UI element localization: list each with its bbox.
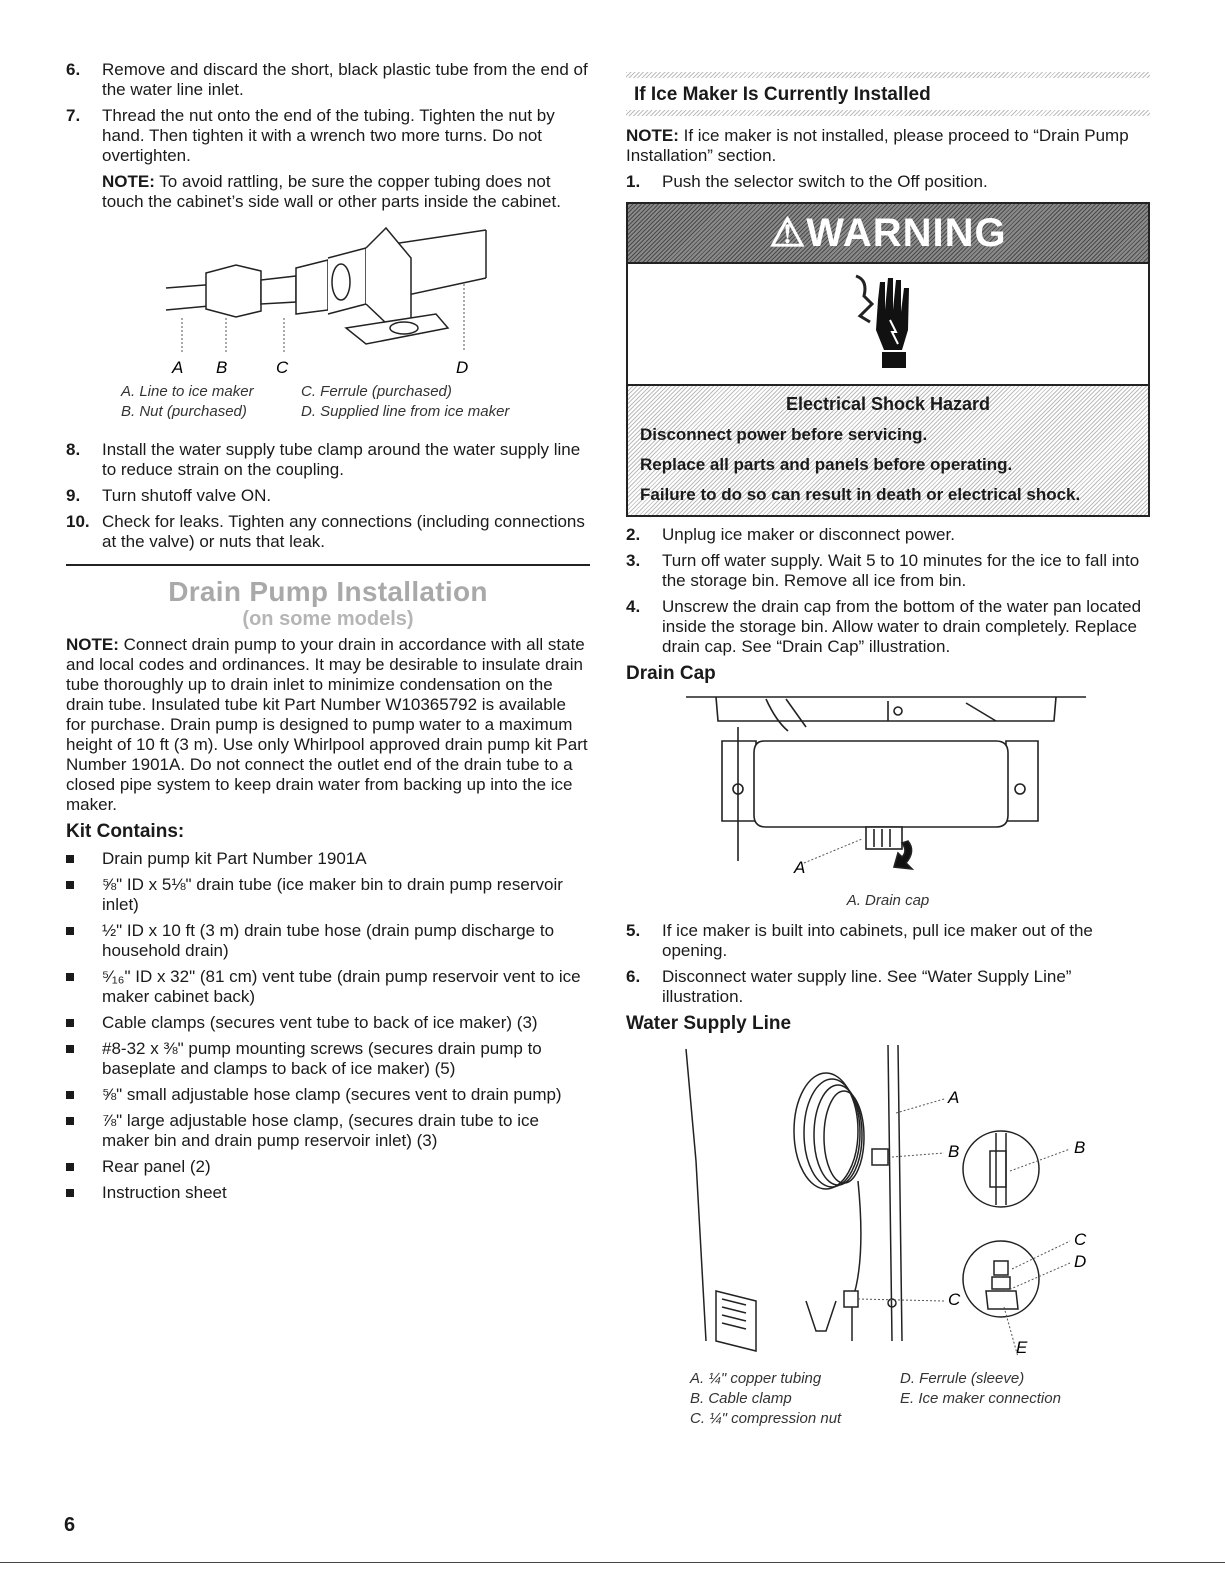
step-3 [626, 551, 1150, 591]
step-text: Unplug ice maker or disconnect power. [662, 525, 955, 544]
step-2 [626, 525, 1150, 545]
ice-maker-installed-heading: If Ice Maker Is Currently Installed [634, 84, 931, 105]
list-item [66, 1183, 590, 1203]
step-number: 8. [66, 440, 81, 459]
bullet-icon [66, 973, 74, 981]
line-connection-illustration [66, 218, 590, 378]
list-item [66, 1157, 590, 1177]
step-5 [626, 921, 1150, 961]
step-number: 1. [626, 172, 641, 191]
section-divider [66, 564, 590, 566]
drain-cap-illustration [626, 691, 1150, 891]
left-column [66, 60, 590, 1209]
page-number: 6 [64, 1514, 76, 1536]
caption: A. Line to ice maker [121, 383, 254, 400]
warning-line: Replace all parts and panels before operating. [640, 455, 1013, 474]
fig-letter-a: A [172, 358, 184, 377]
water-supply-illustration [626, 1041, 1150, 1361]
list-item-text: Rear panel (2) [102, 1157, 211, 1176]
list-item-text: ⅝" small adjustable hose clamp (secures vent to drain pump) [102, 1085, 562, 1104]
water-letter: B [1074, 1138, 1086, 1157]
step-6 [66, 60, 590, 100]
step-7 [66, 106, 590, 166]
step-4 [626, 597, 1150, 657]
warning-icon-panel [628, 264, 1148, 386]
step-text: If ice maker is built into cabinets, pull ice maker out of the opening. [662, 921, 1093, 960]
step-text: Push the selector switch to the Off position. [662, 172, 988, 191]
step-text: Install the water supply tube clamp around the water supply line to reduce strain on the coupling. [102, 440, 581, 479]
step-number: 9. [66, 486, 81, 505]
step-number: 2. [626, 525, 641, 544]
step-6-right [626, 967, 1150, 1007]
bullet-icon [66, 855, 74, 863]
bullet-icon [66, 1019, 74, 1027]
list-item-text: Instruction sheet [102, 1183, 227, 1202]
list-item-text: #8-32 x ⅜" pump mounting screws (secures drain pump to baseplate and clamps to back of ice maker) (5) [102, 1039, 542, 1078]
caption: E. Ice maker connection [900, 1390, 1061, 1407]
note-text: Connect drain pump to your drain in accordance with all state and local codes and ordinances. It may be desirable to insulate drain tube thoroughly up to drain inlet to minimize condensation on the drain tube. Insulated tube kit Part Number W10365792 is available for purchase. Drain pump is designed to pump water to a maximum height of 10 ft (3 m). Use only Whirlpool approved drain pump kit Part Number 1901A. Do not connect the outlet end of the drain tube to a closed pipe system to keep drain water from backing up into the ice maker. [66, 635, 588, 814]
step-number: 6. [626, 967, 641, 986]
list-item [66, 875, 590, 915]
note-drain [66, 635, 590, 815]
step-text: Turn off water supply. Wait 5 to 10 minutes for the ice to fall into the storage bin. Remove all ice from bin. [662, 551, 1140, 590]
note-rattling [66, 172, 590, 212]
step-text: Check for leaks. Tighten any connections (including connections at the valve) or nuts that leak. [102, 512, 585, 551]
note-label: NOTE: [102, 172, 155, 191]
page-bottom-rule [0, 1562, 1225, 1563]
step-8 [66, 440, 590, 480]
warning-title: WARNING [806, 211, 1007, 255]
bullet-icon [66, 881, 74, 889]
warning-line: Failure to do so can result in death or electrical shock. [640, 485, 1081, 504]
bullet-icon [66, 1163, 74, 1171]
list-item [66, 967, 590, 1007]
step-text: Turn shutoff valve ON. [102, 486, 272, 505]
caption: B. Nut (purchased) [121, 403, 247, 420]
warning-box [626, 202, 1150, 517]
step-number: 7. [66, 106, 81, 125]
warning-line: Disconnect power before servicing. [640, 425, 928, 444]
warning-triangle-icon: ⚠ [769, 211, 807, 255]
step-text: Disconnect water supply line. See “Water Supply Line” illustration. [662, 967, 1072, 1006]
water-letter: E [1016, 1338, 1028, 1357]
step-text: Remove and discard the short, black plastic tube from the end of the water line inlet. [102, 60, 588, 99]
list-item [66, 921, 590, 961]
kit-list [66, 849, 590, 1203]
fig-captions [66, 382, 590, 422]
list-item [66, 1039, 590, 1079]
right-column [626, 72, 1150, 1429]
water-captions [626, 1369, 1150, 1429]
step-9 [66, 486, 590, 506]
section-subtitle: (on some models) [242, 608, 414, 630]
list-item [66, 1013, 590, 1033]
step-number: 10. [66, 512, 90, 531]
step-text: Unscrew the drain cap from the bottom of the water pan located inside the storage bin. Allow water to drain completely. Replace drain cap. See “Drain Cap” illustration. [662, 597, 1142, 656]
list-item-text: ⁵⁄₁₆" ID x 32" (81 cm) vent tube (drain pump reservoir vent to ice maker cabinet back) [102, 967, 581, 1006]
step-number: 4. [626, 597, 641, 616]
fig-letter-b: B [216, 358, 228, 377]
list-item-text: ⅝" ID x 5⅛" drain tube (ice maker bin to drain pump reservoir inlet) [102, 875, 563, 914]
caption: C. Ferrule (purchased) [301, 383, 452, 400]
water-letter: C [948, 1290, 961, 1309]
water-letter: A [948, 1088, 960, 1107]
step-number: 5. [626, 921, 641, 940]
caption: C. ¼" compression nut [690, 1410, 842, 1427]
step-number: 6. [66, 60, 81, 79]
electric-shock-hand-icon [850, 270, 930, 380]
water-supply-heading: Water Supply Line [626, 1013, 792, 1034]
bullet-icon [66, 1189, 74, 1197]
step-1 [626, 172, 1150, 192]
warning-text-panel [628, 386, 1148, 515]
kit-heading: Kit Contains: [66, 821, 185, 842]
water-letter: C [1074, 1230, 1087, 1249]
drain-cap-caption: A. Drain cap [846, 892, 930, 909]
water-letter: D [1074, 1252, 1087, 1271]
water-letter: B [948, 1142, 960, 1161]
caption: B. Cable clamp [690, 1390, 792, 1407]
fig-letter-c: C [276, 358, 289, 377]
drain-cap-letter: A [794, 858, 806, 877]
fig-letter-d: D [456, 358, 469, 377]
bullet-icon [66, 1045, 74, 1053]
note-label: NOTE: [626, 126, 679, 145]
list-item-text: Drain pump kit Part Number 1901A [102, 849, 367, 868]
list-item-text: Cable clamps (secures vent tube to back of ice maker) (3) [102, 1013, 538, 1032]
bullet-icon [66, 1091, 74, 1099]
note-text: If ice maker is not installed, please proceed to “Drain Pump Installation” section. [626, 126, 1129, 165]
step-text: Thread the nut onto the end of the tubing. Tighten the nut by hand. Then tighten it with a wrench two more turns. Do not overtighten. [102, 106, 555, 165]
note-label: NOTE: [66, 635, 119, 654]
bullet-icon [66, 1117, 74, 1125]
list-item [66, 849, 590, 869]
steps-mid [66, 440, 590, 552]
section-title: Drain Pump Installation [168, 576, 488, 607]
step-10 [66, 512, 590, 552]
list-item [66, 1085, 590, 1105]
note-text: To avoid rattling, be sure the copper tubing does not touch the cabinet’s side wall or other parts inside the cabinet. [102, 172, 561, 211]
note-not-installed [626, 126, 1150, 166]
warning-header [628, 204, 1148, 264]
drain-cap-heading: Drain Cap [626, 663, 716, 684]
caption: D. Supplied line from ice maker [301, 403, 510, 420]
caption: A. ¼" copper tubing [690, 1370, 822, 1387]
list-item-text: ⅞" large adjustable hose clamp, (secures drain tube to ice maker bin and drain pump reservoir inlet) (3) [102, 1111, 539, 1150]
caption: D. Ferrule (sleeve) [900, 1370, 1025, 1387]
step-number: 3. [626, 551, 641, 570]
header-hatch-bottom [626, 110, 1150, 116]
bullet-icon [66, 927, 74, 935]
list-item [66, 1111, 590, 1151]
list-item-text: ½" ID x 10 ft (3 m) drain tube hose (drain pump discharge to household drain) [102, 921, 555, 960]
hazard-title: Electrical Shock Hazard [785, 394, 991, 414]
